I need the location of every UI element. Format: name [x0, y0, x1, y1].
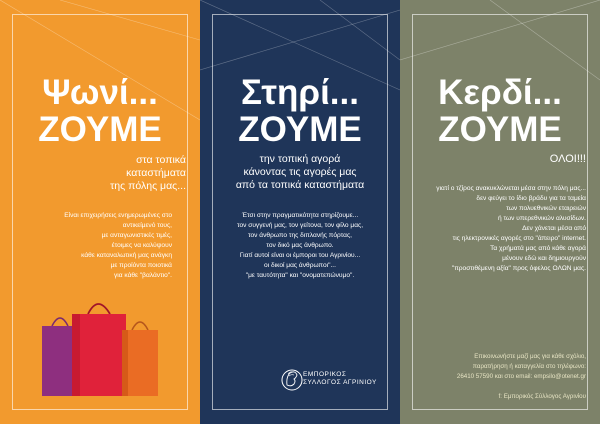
body-line: ή των υπερεθνικών αλυσίδων. — [497, 215, 586, 222]
body-line: τον άνθρωπο της διπλανής πόρτας, — [248, 232, 352, 239]
panel-title — [0, 74, 200, 148]
panel-body — [210, 211, 390, 281]
panel-shop — [0, 0, 200, 424]
title-line-2: ΖΟΥΜΕ — [238, 110, 362, 149]
panel-gain — [400, 0, 600, 424]
body-line: "προστιθέμενη αξία" προς όφελος ΟΛΩΝ μας. — [451, 265, 586, 272]
body-line: Γιατί αυτοί είναι οι έμποροι του Αγρινίου... — [239, 252, 361, 259]
body-line: γιατί ο τζίρος ανακυκλώνεται μέσα στην πόλη μας... — [436, 185, 586, 192]
panel-body — [436, 184, 586, 274]
title-line-2: ΖΟΥΜΕ — [438, 110, 562, 149]
body-line: για κάθε "βαλάντιο". — [113, 272, 172, 279]
shopping-bags-icon — [36, 300, 176, 400]
body-line: με ανταγωνιστικές τιμές, — [101, 232, 172, 239]
body-line: τον συγγενή μας, τον γείτονα, τον φίλο μας, — [236, 222, 364, 229]
association-name — [303, 371, 377, 387]
panel-subtitle — [400, 153, 586, 166]
subtitle-line: καταστήματα — [126, 167, 186, 179]
contact-info — [457, 352, 586, 402]
subtitle-line: την τοπική αγορά — [259, 153, 341, 165]
body-line: οι δικοί μας άνθρωποι"... — [264, 262, 336, 269]
logo-line-1: ΕΜΠΟΡΙΚΟΣ — [303, 371, 347, 378]
body-line: Δεν χάνεται μέσα από — [522, 225, 586, 232]
body-line: Έτσι στην πραγματικότητα στηρίζουμε... — [241, 212, 359, 219]
contact-line — [457, 382, 586, 392]
panel-body — [64, 211, 172, 281]
body-line: με προϊόντα ποιοτικά — [110, 262, 172, 269]
title-line-1: Κερδί... — [438, 73, 562, 112]
facebook-line: f: Εμπορικός Σύλλογος Αγρινίου — [498, 393, 586, 400]
title-line-1: Ψωνί... — [42, 73, 158, 112]
body-line: έτοιμες να καλύψουν — [111, 242, 172, 249]
panel-title — [400, 74, 600, 148]
title-line-1: Στηρί... — [241, 73, 359, 112]
panel-subtitle — [0, 154, 186, 193]
body-line: των πολυεθνικών εταιρειών — [506, 205, 586, 212]
panel-support — [200, 0, 400, 424]
logo-line-2: ΣΥΛΛΟΓΟΣ ΑΓΡΙΝΙΟΥ — [303, 379, 377, 386]
subtitle-line: στα τοπικά — [136, 154, 186, 166]
body-line: Είναι επιχειρήσεις ενημερωμένες στο — [64, 212, 172, 219]
body-line: Τα χρήματά μας από κάθε αγορά — [490, 245, 586, 252]
body-line: δεν φεύγει το ίδιο βράδυ για τα ταμεία — [476, 195, 586, 202]
title-line-2: ΖΟΥΜΕ — [38, 110, 162, 149]
panel-title — [200, 74, 400, 148]
subtitle-line: από τα τοπικά καταστήματα — [235, 179, 365, 191]
subtitle-line: κάνοντας τις αγορές μας — [243, 166, 357, 178]
contact-line: 26410 57590 και στο email: empsilo@otenet.gr — [456, 373, 586, 380]
contact-line: Επικοινωνήστε μαζί μας για κάθε σχόλιο, — [474, 353, 586, 360]
subtitle-line: της πόλης μας... — [110, 180, 186, 192]
body-line: τον δικό μας άνθρωπο. — [266, 242, 334, 249]
body-line: τις ηλεκτρονικές αγορές στο "άπειρο" internet. — [452, 235, 586, 242]
body-line: "με ταυτότητα" και "ονοματεπώνυμο". — [245, 272, 355, 279]
body-line: κάθε καταναλωτική μας ανάγκη — [81, 252, 172, 259]
body-line: μένουν εδώ και δημιουργούν — [502, 255, 586, 262]
contact-line: παρατήρηση ή καταγγελία στο τηλέφωνο: — [472, 363, 586, 370]
panel-subtitle — [210, 153, 390, 192]
body-line: αντικείμενό τους, — [122, 222, 172, 229]
subtitle-line: ΟΛΟΙ!!! — [549, 153, 586, 165]
